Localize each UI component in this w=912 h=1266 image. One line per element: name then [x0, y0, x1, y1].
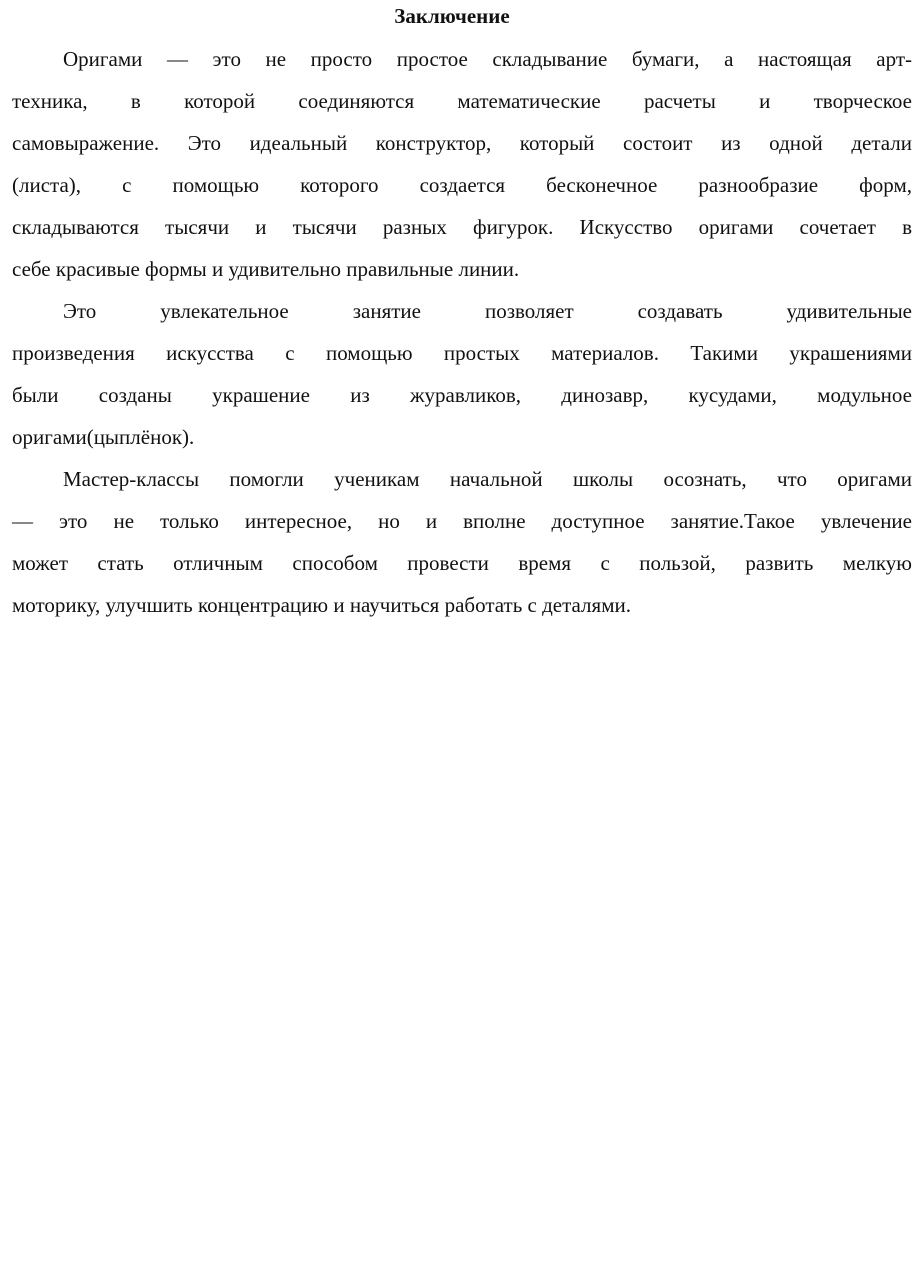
text-line: — это не только интересное, но и вполне доступное занятие.Такое увлечение	[12, 509, 912, 533]
text-line: себе красивые формы и удивительно правильные линии.	[12, 257, 520, 281]
text-line: были созданы украшение из журавликов, динозавр, кусудами, модульное	[12, 383, 912, 407]
text-line: техника, в которой соединяются математические расчеты и творческое	[12, 89, 912, 113]
text-line: (листа), с помощью которого создается бесконечное разнообразие форм,	[12, 173, 912, 197]
text-line: оригами(цыплёнок).	[12, 425, 195, 449]
text-line: Это увлекательное занятие позволяет создавать удивительные	[63, 299, 912, 323]
text-line: произведения искусства с помощью простых материалов. Такими украшениями	[12, 341, 912, 365]
text-line: может стать отличным способом провести время с пользой, развить мелкую	[12, 551, 912, 575]
text-line: складываются тысячи и тысячи разных фигурок. Искусство оригами сочетает в	[12, 215, 912, 239]
text-line: Оригами — это не просто простое складывание бумаги, а настоящая арт-	[63, 47, 912, 71]
text-line: моторику, улучшить концентрацию и научиться работать с деталями.	[12, 593, 631, 617]
text-line: Мастер-классы помогли ученикам начальной школы осознать, что оригами	[63, 467, 912, 491]
document-title: Заключение	[394, 4, 510, 28]
text-line: самовыражение. Это идеальный конструктор, который состоит из одной детали	[12, 131, 912, 155]
